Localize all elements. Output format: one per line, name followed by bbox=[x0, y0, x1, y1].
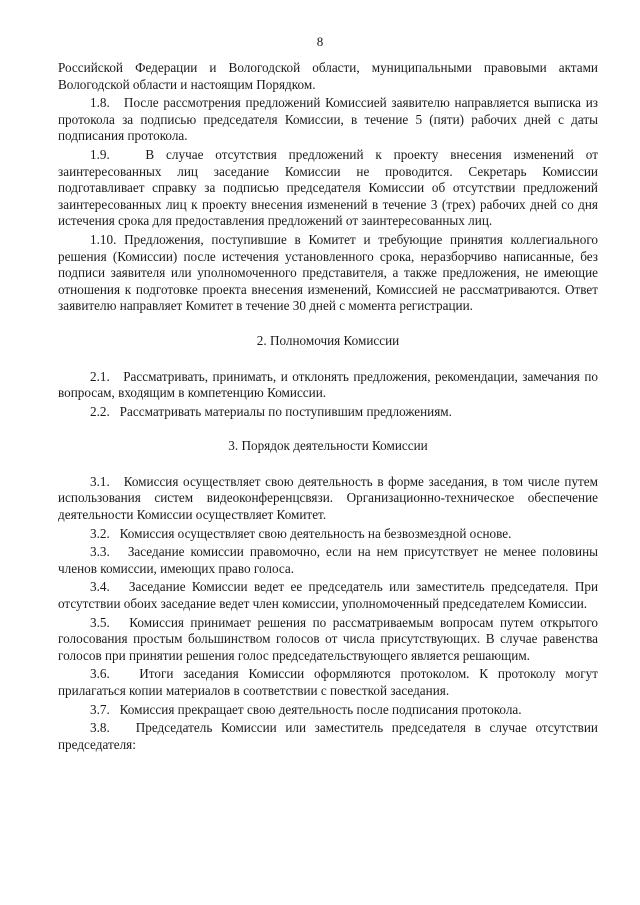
clause-text: Комиссия принимает решения по рассматриваемым вопросам путем открытого голосования простым большинством голосов от числа присутствующих. В случае равенства голосов при принятии решения голос председательствующего является решающим. bbox=[58, 614, 598, 663]
clause-text: Председатель Комиссии или заместитель председателя в случае отсутствии председателя: bbox=[58, 720, 598, 752]
clause-text: Предложения, поступившие в Комитет и требующие принятия коллегиального решения (Комиссии) после истечения установленного срока, неразборчиво написанные, без подписи заявителя или уполномоченного представителя, а также предложения, не имеющие отношения к подготовке проекта внесения изменений, Комиссией не рассматриваются. Ответ заявителю направляет Комитет в течение 30 дней с момента регистрации. bbox=[58, 231, 598, 314]
page-number: 8 bbox=[316, 34, 324, 49]
clause-3-2 bbox=[58, 526, 598, 543]
clause-text: После рассмотрения предложений Комиссией заявителю направляется выписка из протокола за подписью председателя Комиссии, в течение 5 (пяти) рабочих дней с даты подписания протокола. bbox=[58, 95, 599, 144]
clause-text: Рассматривать, принимать, и отклонять предложения, рекомендации, замечания по вопросам, входящим в компетенцию Комиссии. bbox=[58, 368, 598, 401]
clause-text: Комиссия прекращает свою деятельность после подписания протокола. bbox=[119, 701, 522, 717]
clause-text: Комиссия осуществляет свою деятельность в форме заседания, в том числе путем использования систем видеоконференцсвязи. Организационно-техническое обеспечение деятельности Комиссии осуществляет Комитет. bbox=[58, 473, 598, 523]
section-1-items bbox=[58, 95, 598, 315]
clause-number: 3.3. bbox=[90, 544, 110, 560]
section-2-items bbox=[58, 369, 598, 421]
clause-2-2 bbox=[58, 404, 598, 421]
clause-number: 2.2. bbox=[90, 403, 110, 419]
clause-3-7 bbox=[58, 702, 598, 719]
clause-text: В случае отсутствия предложений к проекту внесения изменений от заинтересованных лиц заседание Комиссии не проводится. Секретарь Комиссии подготавливает справку за подписью председателя Комиссии об отсутствии предложений заинтересованных лиц к проекту внесения изменений в течение 3 (трех) рабочих дней со дня истечения срока для предоставления предложений от заинтересованных лиц. bbox=[58, 146, 598, 229]
clause-number: 3.6. bbox=[90, 666, 110, 682]
clause-1-10 bbox=[58, 232, 598, 315]
clause-1-8 bbox=[58, 95, 598, 145]
clause-3-5 bbox=[58, 615, 598, 665]
clause-text: Заседание Комиссии ведет ее председатель или заместитель председателя. При отсутствии обоих заседание ведет член комиссии, уполномоченный председателем Комиссии. bbox=[58, 579, 598, 612]
clause-text: Итоги заседания Комиссии оформляются протоколом. К протоколу могут прилагаться копии материалов в соответствии с повесткой заседания. bbox=[58, 666, 599, 698]
clause-number: 1.10. bbox=[90, 231, 117, 247]
clause-3-6 bbox=[58, 666, 598, 699]
document-body bbox=[58, 60, 598, 755]
clause-3-3 bbox=[58, 544, 598, 577]
clause-number: 3.2. bbox=[90, 525, 110, 541]
section-3-heading: 3. Порядок деятельности Комиссии bbox=[228, 438, 428, 454]
clause-3-4 bbox=[58, 579, 598, 612]
clause-2-1 bbox=[58, 369, 598, 402]
clause-number: 1.8. bbox=[90, 95, 110, 111]
clause-number: 3.5. bbox=[90, 614, 110, 630]
clause-3-8 bbox=[58, 720, 598, 753]
clause-number: 3.7. bbox=[90, 701, 110, 717]
intro-paragraph: Российской Федерации и Вологодской области, муниципальными правовыми актами Вологодской области и настоящим Порядком. bbox=[58, 60, 598, 92]
clause-number: 3.1. bbox=[90, 473, 110, 489]
clause-number: 1.9. bbox=[90, 146, 110, 162]
section-2-heading: 2. Полномочия Комиссии bbox=[256, 332, 400, 348]
clause-text: Рассматривать материалы по поступившим предложениям. bbox=[119, 403, 452, 419]
clause-3-1 bbox=[58, 474, 598, 524]
clause-number: 3.8. bbox=[90, 720, 110, 736]
clause-number: 3.4. bbox=[90, 579, 110, 595]
clause-text: Заседание комиссии правомочно, если на нем присутствует не менее половины членов комиссии, имеющих право голоса. bbox=[58, 544, 598, 576]
clause-1-9 bbox=[58, 147, 598, 230]
clause-number: 2.1. bbox=[90, 368, 110, 384]
clause-text: Комиссия осуществляет свою деятельность на безвозмездной основе. bbox=[119, 525, 512, 541]
section-3-items bbox=[58, 474, 598, 754]
